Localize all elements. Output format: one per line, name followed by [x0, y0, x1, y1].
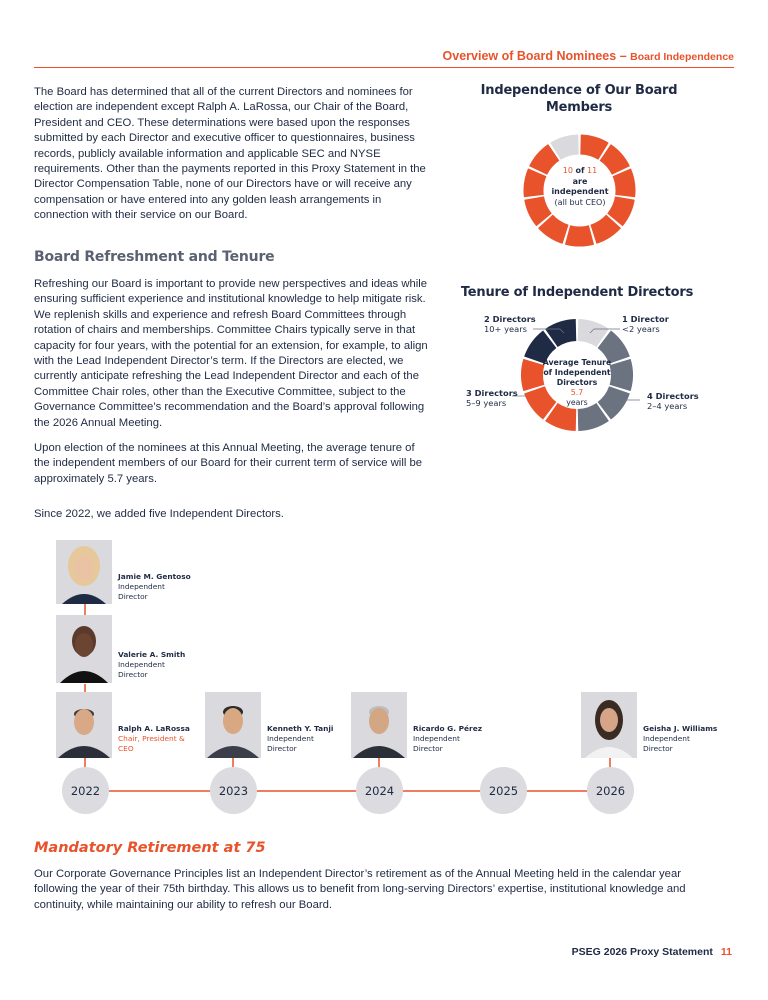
page-header	[443, 49, 734, 63]
person-role: Director	[643, 744, 673, 753]
year-2026: 2026	[587, 767, 634, 814]
portrait-icon	[56, 540, 112, 604]
retirement-heading: Mandatory Retirement at 75	[34, 840, 266, 856]
footer-label: PSEG 2026 Proxy Statement	[571, 946, 713, 958]
portrait-icon	[581, 692, 637, 758]
refreshment-paragraph-3: Since 2022, we added five Independent Directors.	[34, 508, 284, 520]
photo-ralph-larossa	[56, 692, 112, 758]
tenure-label-2to4-count: 4 Directors	[647, 391, 699, 401]
person-name: Valerie A. Smith	[118, 650, 186, 659]
person-name: Ricardo G. Pérez	[413, 724, 483, 733]
tenure-center-value: 5.7	[570, 388, 584, 397]
page-number: 11	[720, 946, 732, 958]
page-footer	[572, 946, 732, 958]
person-role: CEO	[118, 744, 134, 753]
person-role: Independent	[118, 582, 165, 591]
person-name: Kenneth Y. Tanji	[267, 724, 334, 733]
portrait-icon	[205, 692, 261, 758]
photo-geisha-williams	[581, 692, 637, 758]
person-role: Director	[413, 744, 443, 753]
person-role: Independent	[118, 660, 165, 669]
person-role: Chair, President &	[118, 734, 185, 743]
tenure-chart-title: Tenure of Independent Directors	[460, 285, 694, 300]
photo-jamie-gentoso	[56, 540, 112, 604]
person-role: Director	[118, 670, 148, 679]
tenure-center-line2: of Independent	[543, 368, 611, 377]
header-title: Overview of Board Nominees	[442, 49, 617, 63]
independence-paragraph: The Board has determined that all of the current Directors and nominees for election are independent except Ralph A. LaRossa, our Chair of the Board, President and CEO. These determinations were based upon the responses submitted by each Director and executive officer to questionnaires, business records, publicly available information and applicable SEC and NYSE requirements. Other than the payments reported in this Proxy Statement in the Director Compensation Table, none of our Directors have or will receive any compensation or have entered into any golden leash arrangements in connection with their service on our Board.	[34, 86, 426, 222]
photo-kenneth-tanji	[205, 692, 261, 758]
year-2022: 2022	[62, 767, 109, 814]
independence-center-line3: independent	[551, 187, 609, 196]
tenure-label-under2-count: 1 Director	[622, 314, 669, 324]
photo-ricardo-perez	[351, 692, 407, 758]
portrait-icon	[56, 615, 112, 683]
person-role: Director	[118, 592, 148, 601]
independence-of: of	[575, 166, 585, 175]
tenure-label-10plus-range: 10+ years	[484, 324, 527, 334]
tenure-label-2to4	[647, 391, 699, 411]
independent-count: 10	[562, 166, 573, 175]
photo-valerie-smith	[56, 615, 112, 683]
refreshment-heading: Board Refreshment and Tenure	[34, 249, 275, 265]
tenure-center-line3: Directors	[556, 378, 598, 387]
tenure-label-2to4-range: 2–4 years	[647, 401, 688, 411]
year-2024: 2024	[356, 767, 403, 814]
independence-center-line2: are	[572, 176, 588, 186]
tenure-center-line1: Average Tenure	[542, 358, 612, 367]
tenure-label-under2	[622, 314, 669, 334]
independence-center-line4: (all but CEO)	[554, 197, 606, 207]
header-subtitle: Board Independence	[630, 51, 734, 63]
independence-center-label	[540, 166, 620, 208]
tenure-label-5to9-range: 5–9 years	[466, 398, 507, 408]
person-role: Independent	[413, 734, 460, 743]
tenure-center-unit: years	[566, 398, 588, 407]
year-2025: 2025	[480, 767, 527, 814]
person-role: Independent	[643, 734, 690, 743]
independence-chart-title: Independence of Our Board Members	[480, 83, 678, 115]
person-name: Ralph A. LaRossa	[118, 724, 190, 733]
tenure-label-10plus	[484, 314, 536, 334]
person-name: Geisha J. Williams	[643, 724, 718, 733]
portrait-icon	[351, 692, 407, 758]
header-dash: –	[619, 49, 627, 63]
year-2023: 2023	[210, 767, 257, 814]
person-role: Independent	[267, 734, 314, 743]
tenure-label-10plus-count: 2 Directors	[484, 314, 536, 324]
retirement-paragraph: Our Corporate Governance Principles list an Independent Director’s retirement as of the Annual Meeting held in the calendar year following the year of their 75th birthday. This allows us to benefit from long-serving Directors’ expertise, institutional knowledge and continuity, while maintaining our ability to refresh our Board.	[34, 868, 686, 911]
tenure-label-under2-range: <2 years	[622, 324, 660, 334]
tenure-label-5to9-count: 3 Directors	[466, 388, 518, 398]
person-name: Jamie M. Gentoso	[118, 572, 191, 581]
refreshment-paragraph-1: Refreshing our Board is important to provide new perspectives and ideas while ensuring sufficient experience and institutional knowledge to help mitigate risk. We replenish skills and experience and refresh Board Committees through rotation of chairs and memberships. Committee Chairs typically serve in that capacity for four years, with the potential for an extension, for example, to align with the Lead Independent Director’s term. If the Directors are elected, we currently anticipate refreshing the Lead Independent Director and each of the Committee Chair roles, other than the Executive Committee, subject to the Governance Committee’s recommendation and the Board’s approval following the 2026 Annual Meeting.	[34, 278, 428, 429]
portrait-icon	[56, 692, 112, 758]
total-count: 11	[587, 166, 598, 175]
refreshment-paragraph-2: Upon election of the nominees at this Annual Meeting, the average tenure of the independent members of our Board for their current term of service will be approximately 5.7 years.	[34, 442, 423, 485]
tenure-label-5to9	[466, 388, 518, 408]
header-rule	[34, 67, 734, 68]
person-role: Director	[267, 744, 297, 753]
independence-slice	[565, 225, 594, 246]
